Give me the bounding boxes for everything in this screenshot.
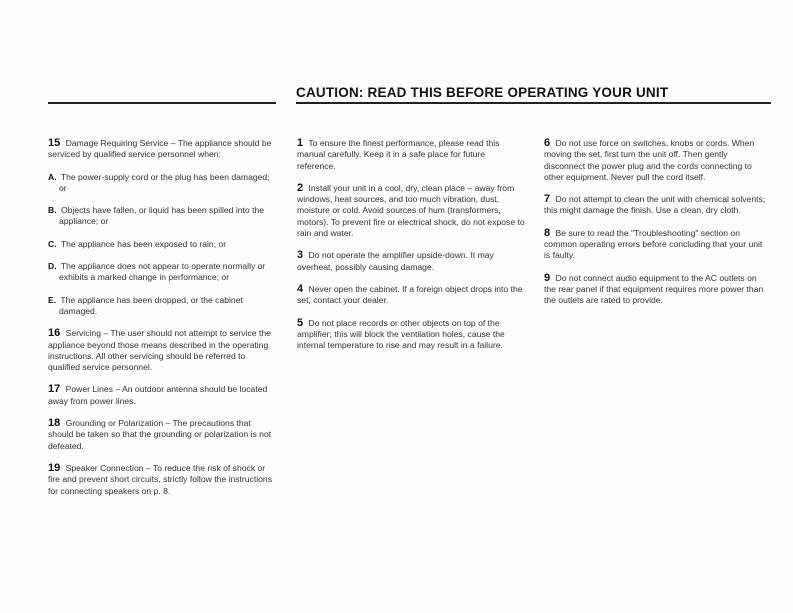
subitem-d: [48, 261, 278, 284]
item-text: Be sure to read the "Troubleshooting" section on common operating errors before concluding that your unit is faulty.: [544, 227, 763, 261]
item-text: Power Lines – An outdoor antenna should be located away from power lines.: [48, 384, 268, 406]
caution-item-7: [544, 194, 770, 217]
caution-item-4: [297, 284, 525, 307]
item-text: Do not connect audio equipment to the AC outlets on the rear panel if that equipment requires more power than the outlets are rated to provide.: [544, 272, 764, 306]
caution-item-15: [48, 138, 278, 161]
subitem-b: [48, 205, 278, 228]
page-title: CAUTION: READ THIS BEFORE OPERATING YOUR UNIT: [296, 85, 669, 100]
item-text: Never open the cabinet. If a foreign object drops into the set, contact your dealer.: [297, 283, 523, 306]
subitem-text: The appliance has been exposed to rain; or: [60, 238, 227, 249]
item-text: To ensure the finest performance, please read this manual carefully. Keep it in a safe place for future reference.: [297, 138, 500, 171]
item-number: 17: [48, 383, 61, 396]
caution-item-1: [297, 138, 525, 172]
item-number: 2: [297, 181, 304, 194]
caution-item-3: [297, 250, 525, 273]
item-text: Do not use force on switches, knobs or cords. When moving the set, first turn the unit off. Then gently disconnect the power plug and the cords connecting to other equipment. Never pull the cord itself.: [544, 138, 755, 182]
item-number: 18: [48, 417, 61, 430]
caution-item-17: [48, 384, 278, 407]
item-text: Do not operate the amplifier upside-down. It may overheat, possibly causing damage.: [297, 250, 494, 272]
caution-item-9: [544, 273, 770, 307]
item-number: 3: [297, 249, 304, 262]
item-text: Speaker Connection – To reduce the risk of shock or fire and prevent short circuits, strictly follow the instructions for connecting speakers on p. 8.: [48, 462, 272, 496]
caution-item-16: [48, 328, 278, 373]
caution-item-2: [297, 183, 525, 239]
caution-item-18: [48, 418, 278, 452]
item-number: 7: [544, 193, 551, 206]
item-text: Damage Requiring Service – The appliance should be serviced by qualified service personnel when:: [48, 138, 272, 160]
caution-item-5: [297, 318, 525, 352]
item-number: 16: [48, 327, 61, 340]
subitem-letter: D.: [48, 261, 57, 272]
subitem-text: The power-supply cord or the plug has been damaged; or: [59, 171, 270, 193]
left-column: [48, 138, 278, 508]
subitem-text: The appliance does not appear to operate normally or exhibits a marked change in performance; or: [59, 261, 266, 283]
item-text: Install your unit in a cool, dry, clean place – away from windows, heat sources, and too much vibration, dust, moisture or cold. Avoid sources of hum (transformers, motors). To prevent fire or electrical shock, do not expose to rain and water.: [297, 182, 525, 239]
subitem-a: [48, 172, 278, 195]
item-number: 4: [297, 282, 304, 295]
item-text: Do not place records or other objects on top of the amplifier; this will block the ventilation holes, cause the internal temperature to rise and may result in a failure.: [297, 317, 505, 351]
item-number: 6: [544, 137, 551, 149]
item-number: 9: [544, 271, 551, 284]
subitem-letter: E.: [48, 294, 57, 305]
caution-item-8: [544, 228, 770, 262]
item-number: 19: [48, 461, 61, 474]
subitem-letter: C.: [48, 238, 57, 249]
subitem-text: The appliance has been dropped, or the cabinet damaged.: [59, 294, 243, 316]
subitem-letter: B.: [48, 205, 57, 216]
item-number: 5: [297, 316, 304, 329]
item-number: 1: [297, 137, 304, 149]
item-text: Grounding or Polarization – The precautions that should be taken so that the grounding or polarization is not defeated.: [48, 418, 272, 451]
left-divider-rule: [48, 102, 276, 104]
item-number: 15: [48, 137, 61, 149]
caution-item-6: [544, 138, 770, 183]
right-column: [544, 138, 770, 318]
item-number: 8: [544, 226, 551, 239]
item-text: Servicing – The user should not attempt to service the appliance beyond those means described in the operating instructions. All other servicing should be referred to qualified service personnel.: [48, 328, 271, 373]
caution-item-19: [48, 463, 278, 497]
right-divider-rule: [296, 102, 771, 104]
item-text: Do not attempt to clean the unit with chemical solvents; this might damage the finish. Use a clean, dry cloth.: [544, 194, 766, 216]
subitem-c: [48, 239, 278, 250]
subitem-text: Objects have fallen, or liquid has been spilled into the appliance; or: [59, 205, 265, 227]
subitem-letter: A.: [48, 171, 57, 182]
subitem-e: [48, 295, 278, 318]
middle-column: [297, 138, 525, 362]
